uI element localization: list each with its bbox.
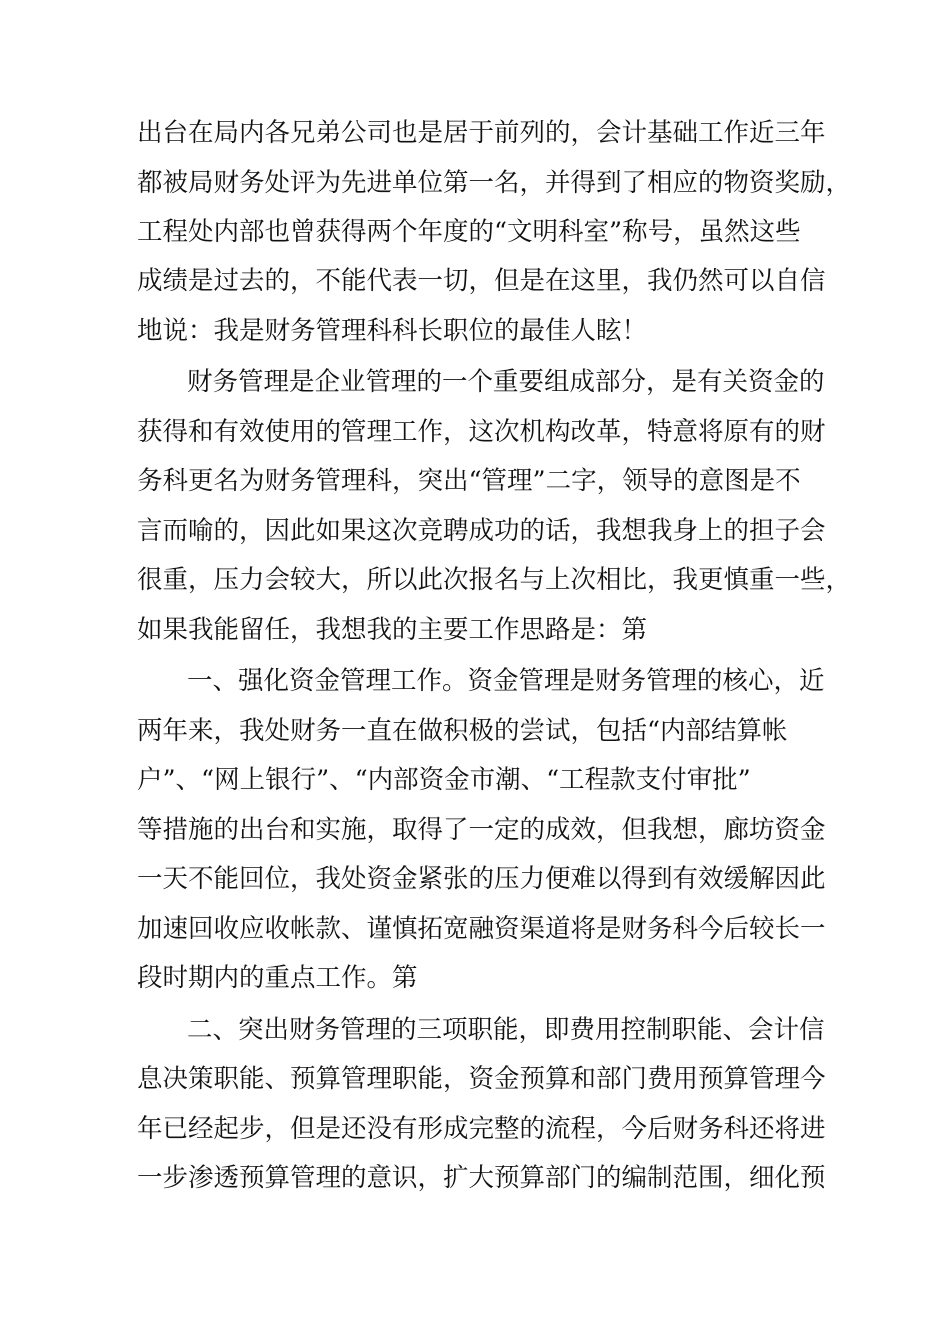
text-line: 如果我能留任，我想我的主要工作思路是：第 [137,615,648,645]
text-line: 务科更名为财务管理科，突出“管理”二字，领导的意图是不 [137,466,801,496]
text-line: 地说：我是财务管理科科长职位的最佳人眩！ [137,316,648,346]
text-line: 等措施的出台和实施，取得了一定的成效，但我想，廊坊资金 [137,815,826,845]
paragraph-first-line: 一、强化资金管理工作。资金管理是财务管理的核心，近 [187,666,825,696]
text-line: 段时期内的重点工作。第 [137,963,418,993]
text-line: 工程处内部也曾获得两个年度的“文明科室”称号，虽然这些 [137,217,801,247]
text-line: 很重，压力会较大，所以此次报名与上次相比，我更慎重一些， [137,565,852,595]
text-line: 言而喻的，因此如果这次竞聘成功的话，我想我身上的担子会 [137,516,826,546]
text-line: 户”、“网上银行”、“内部资金市潮、“工程款支付审批” [137,765,751,795]
text-line: 成绩是过去的，不能代表一切，但是在这里，我仍然可以自信 [137,266,826,296]
text-line: 息决策职能、预算管理职能，资金预算和部门费用预算管理今 [137,1064,826,1094]
paragraph-first-line: 财务管理是企业管理的一个重要组成部分，是有关资金的 [187,367,825,397]
text-line: 一天不能回位，我处资金紧张的压力便难以得到有效缓解因此 [137,864,826,894]
text-line: 一步渗透预算管理的意识，扩大预算部门的编制范围，细化预 [137,1163,826,1193]
text-line: 出台在局内各兄弟公司也是居于前列的，会计基础工作近三年 [137,118,826,148]
text-line: 年已经起步，但是还没有形成完整的流程，今后财务科还将进 [137,1114,826,1144]
text-line: 获得和有效使用的管理工作，这次机构改革，特意将原有的财 [137,417,826,447]
paragraph-first-line: 二、突出财务管理的三项职能，即费用控制职能、会计信 [187,1015,825,1045]
text-line: 都被局财务处评为先进单位第一名，并得到了相应的物资奖励， [137,168,852,198]
text-line: 加速回收应收帐款、谨慎拓宽融资渠道将是财务科今后较长一 [137,914,826,944]
text-line: 两年来，我处财务一直在做积极的尝试，包括“内部结算帐 [137,716,788,746]
